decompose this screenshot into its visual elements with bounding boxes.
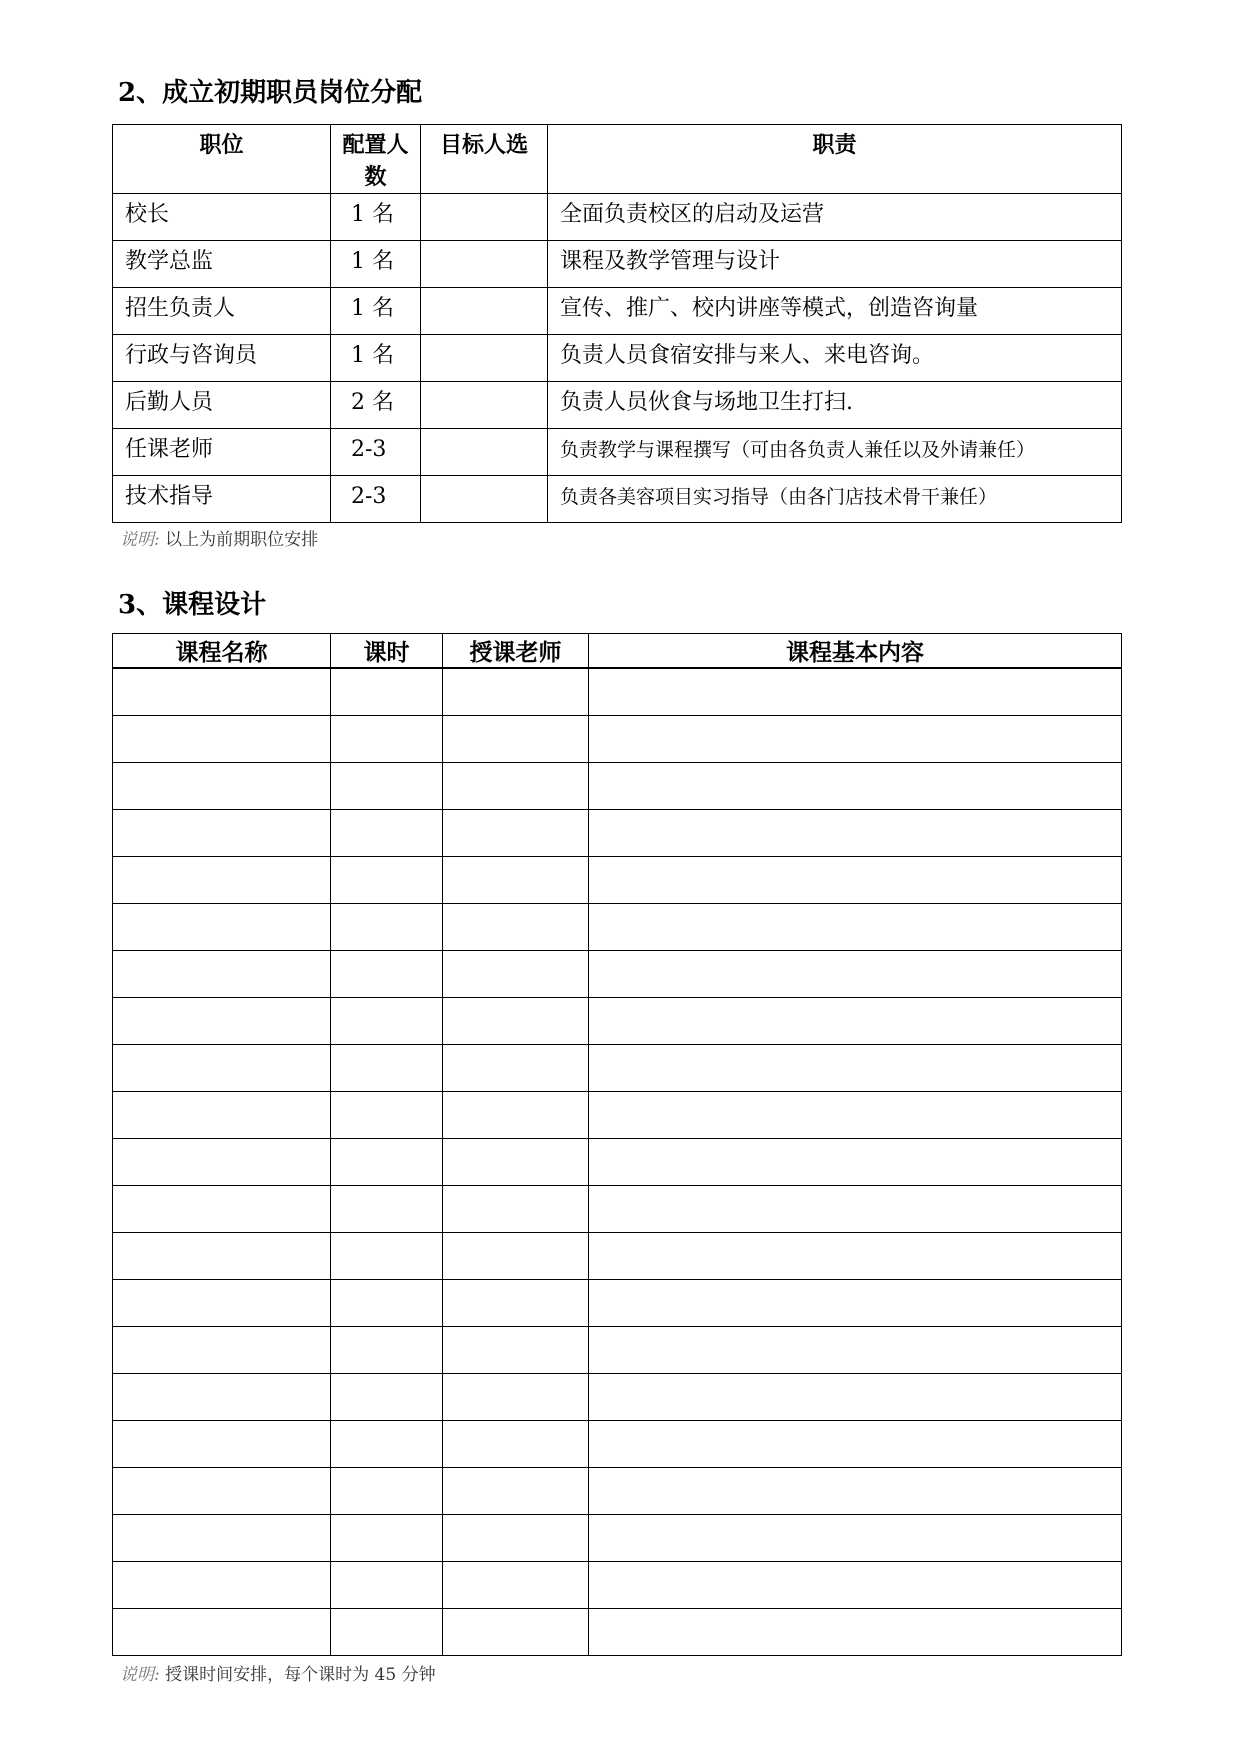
candidate-cell: [421, 476, 548, 523]
hours-cell: [331, 1514, 443, 1561]
content-cell: [589, 1044, 1122, 1091]
content-cell: [589, 762, 1122, 809]
hours-cell: [331, 1420, 443, 1467]
hours-cell: [331, 1467, 443, 1514]
course-table-note: [120, 1660, 436, 1685]
position-cell: 行政与咨询员: [113, 335, 331, 382]
course-name-cell: [113, 668, 331, 715]
candidate-cell: [421, 429, 548, 476]
teacher-cell: [443, 1232, 589, 1279]
course-name-cell: [113, 1514, 331, 1561]
header-hours: 课时: [331, 634, 443, 669]
course-row: [113, 950, 1122, 997]
course-row: [113, 1091, 1122, 1138]
duty-cell: 宣传、推广、校内讲座等模式，创造咨询量: [548, 288, 1122, 335]
header-duty: 职责: [548, 125, 1122, 194]
course-name-cell: [113, 1232, 331, 1279]
content-cell: [589, 1467, 1122, 1514]
content-cell: [589, 997, 1122, 1044]
candidate-cell: [421, 194, 548, 241]
duty-cell: 负责各美容项目实习指导（由各门店技术骨干兼任）: [548, 476, 1122, 523]
course-row: [113, 1044, 1122, 1091]
hours-cell: [331, 1232, 443, 1279]
course-name-cell: [113, 950, 331, 997]
teacher-cell: [443, 762, 589, 809]
content-cell: [589, 1185, 1122, 1232]
staff-row: [113, 382, 1122, 429]
note-label: 说明:: [120, 530, 160, 550]
teacher-cell: [443, 668, 589, 715]
header-content: 课程基本内容: [589, 634, 1122, 669]
course-name-cell: [113, 1420, 331, 1467]
content-cell: [589, 668, 1122, 715]
course-name-cell: [113, 762, 331, 809]
teacher-cell: [443, 1044, 589, 1091]
course-row: [113, 1514, 1122, 1561]
content-cell: [589, 715, 1122, 762]
teacher-cell: [443, 1279, 589, 1326]
course-row: [113, 1467, 1122, 1514]
count-cell: 2-3: [331, 429, 421, 476]
hours-cell: [331, 997, 443, 1044]
course-name-cell: [113, 1561, 331, 1608]
header-course-name: 课程名称: [113, 634, 331, 669]
teacher-cell: [443, 903, 589, 950]
course-row: [113, 1185, 1122, 1232]
duty-cell: 负责教学与课程撰写（可由各负责人兼任以及外请兼任）: [548, 429, 1122, 476]
teacher-cell: [443, 1608, 589, 1655]
section-2-title: 2、成立初期职员岗位分配: [118, 78, 423, 108]
teacher-cell: [443, 1373, 589, 1420]
count-cell: 2 名: [331, 382, 421, 429]
count-cell: 1 名: [331, 241, 421, 288]
teacher-cell: [443, 856, 589, 903]
content-cell: [589, 950, 1122, 997]
staff-row: [113, 288, 1122, 335]
course-name-cell: [113, 1091, 331, 1138]
content-cell: [589, 903, 1122, 950]
course-row: [113, 1420, 1122, 1467]
hours-cell: [331, 1279, 443, 1326]
course-name-cell: [113, 856, 331, 903]
course-row: [113, 668, 1122, 715]
course-name-cell: [113, 1326, 331, 1373]
duty-cell: 全面负责校区的启动及运营: [548, 194, 1122, 241]
course-row: [113, 1326, 1122, 1373]
teacher-cell: [443, 809, 589, 856]
content-cell: [589, 1138, 1122, 1185]
course-name-cell: [113, 809, 331, 856]
course-name-cell: [113, 1608, 331, 1655]
content-cell: [589, 809, 1122, 856]
note-label: 说明:: [120, 1665, 160, 1685]
content-cell: [589, 856, 1122, 903]
hours-cell: [331, 1044, 443, 1091]
hours-cell: [331, 1326, 443, 1373]
course-row: [113, 856, 1122, 903]
hours-cell: [331, 1561, 443, 1608]
duty-cell: 负责人员食宿安排与来人、来电咨询。: [548, 335, 1122, 382]
hours-cell: [331, 762, 443, 809]
content-cell: [589, 1561, 1122, 1608]
header-candidate: 目标人选: [421, 125, 548, 194]
content-cell: [589, 1232, 1122, 1279]
course-row: [113, 1138, 1122, 1185]
staff-table-header-row: [113, 125, 1122, 194]
course-name-cell: [113, 1279, 331, 1326]
course-row: [113, 1373, 1122, 1420]
course-row: [113, 997, 1122, 1044]
course-name-cell: [113, 1185, 331, 1232]
position-cell: 招生负责人: [113, 288, 331, 335]
course-design-table: [112, 633, 1122, 1656]
staff-row: [113, 335, 1122, 382]
teacher-cell: [443, 1514, 589, 1561]
count-cell: 1 名: [331, 288, 421, 335]
course-row: [113, 715, 1122, 762]
teacher-cell: [443, 715, 589, 762]
count-cell: 2-3: [331, 476, 421, 523]
hours-cell: [331, 1608, 443, 1655]
section-3-title: 3、课程设计: [118, 590, 267, 620]
candidate-cell: [421, 241, 548, 288]
staff-row: [113, 429, 1122, 476]
content-cell: [589, 1608, 1122, 1655]
course-row: [113, 1279, 1122, 1326]
teacher-cell: [443, 1326, 589, 1373]
staff-allocation-table: [112, 124, 1122, 523]
hours-cell: [331, 1091, 443, 1138]
position-cell: 后勤人员: [113, 382, 331, 429]
course-name-cell: [113, 1044, 331, 1091]
teacher-cell: [443, 997, 589, 1044]
hours-cell: [331, 1185, 443, 1232]
duty-cell: 课程及教学管理与设计: [548, 241, 1122, 288]
course-row: [113, 762, 1122, 809]
content-cell: [589, 1373, 1122, 1420]
staff-row: [113, 476, 1122, 523]
course-row: [113, 1608, 1122, 1655]
content-cell: [589, 1420, 1122, 1467]
teacher-cell: [443, 1561, 589, 1608]
hours-cell: [331, 1373, 443, 1420]
teacher-cell: [443, 950, 589, 997]
staff-row: [113, 241, 1122, 288]
position-cell: 教学总监: [113, 241, 331, 288]
candidate-cell: [421, 335, 548, 382]
hours-cell: [331, 950, 443, 997]
course-row: [113, 809, 1122, 856]
teacher-cell: [443, 1091, 589, 1138]
teacher-cell: [443, 1138, 589, 1185]
hours-cell: [331, 668, 443, 715]
teacher-cell: [443, 1185, 589, 1232]
candidate-cell: [421, 288, 548, 335]
course-name-cell: [113, 997, 331, 1044]
candidate-cell: [421, 382, 548, 429]
course-name-cell: [113, 1138, 331, 1185]
course-row: [113, 1561, 1122, 1608]
position-cell: 校长: [113, 194, 331, 241]
hours-cell: [331, 715, 443, 762]
course-row: [113, 903, 1122, 950]
hours-cell: [331, 903, 443, 950]
teacher-cell: [443, 1420, 589, 1467]
course-name-cell: [113, 1467, 331, 1514]
header-position: 职位: [113, 125, 331, 194]
content-cell: [589, 1279, 1122, 1326]
staff-table-note: [120, 525, 318, 550]
hours-cell: [331, 809, 443, 856]
position-cell: 技术指导: [113, 476, 331, 523]
count-cell: 1 名: [331, 194, 421, 241]
content-cell: [589, 1091, 1122, 1138]
position-cell: 任课老师: [113, 429, 331, 476]
header-count: 配置人数: [331, 125, 421, 194]
hours-cell: [331, 856, 443, 903]
course-name-cell: [113, 715, 331, 762]
course-row: [113, 1232, 1122, 1279]
duty-cell: 负责人员伙食与场地卫生打扫.: [548, 382, 1122, 429]
count-cell: 1 名: [331, 335, 421, 382]
course-table-header-row: [113, 634, 1122, 669]
teacher-cell: [443, 1467, 589, 1514]
staff-row: [113, 194, 1122, 241]
note-text: 授课时间安排，每个课时为 45 分钟: [165, 1665, 436, 1685]
hours-cell: [331, 1138, 443, 1185]
content-cell: [589, 1326, 1122, 1373]
course-name-cell: [113, 1373, 331, 1420]
course-name-cell: [113, 903, 331, 950]
content-cell: [589, 1514, 1122, 1561]
note-text: 以上为前期职位安排: [165, 530, 319, 550]
header-teacher: 授课老师: [443, 634, 589, 669]
